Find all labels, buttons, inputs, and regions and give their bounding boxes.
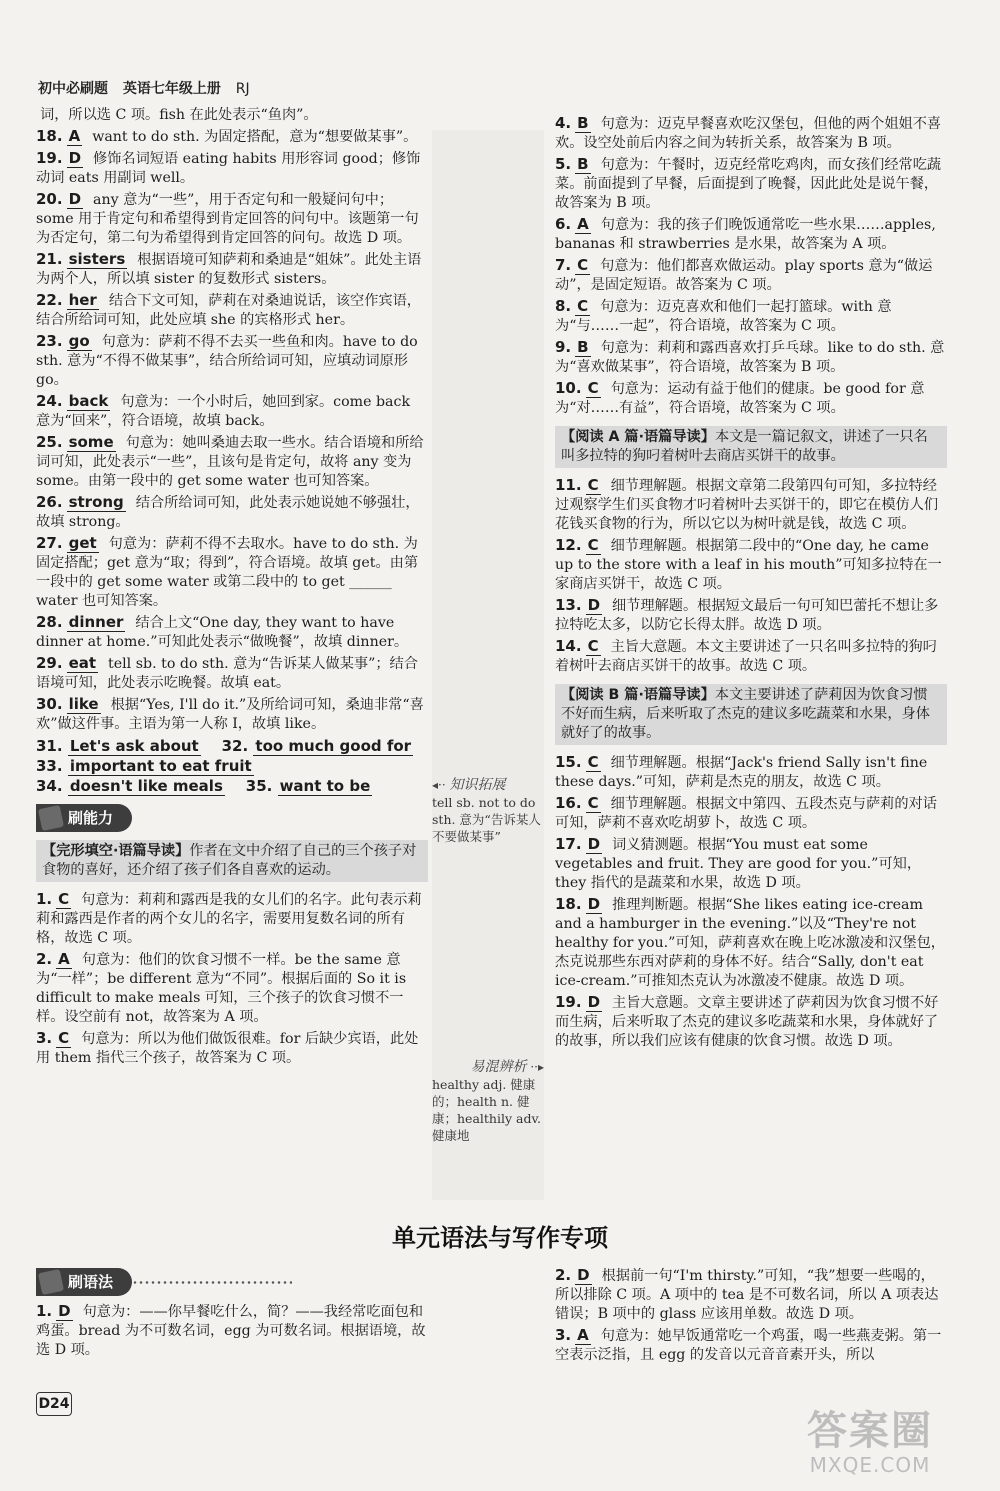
- item-number: 2.: [36, 950, 53, 968]
- item-explanation: 主旨大意题。文章主要讲述了萨莉因为饮食习惯不好而生病，后来听取了杰克的建议多吃蔬菜和水果，身体就好了的故事，所以我们应该有健康的饮食习惯。故选 D 项。: [555, 995, 939, 1049]
- item-answer: C: [58, 1029, 70, 1047]
- answer-item: [36, 613, 428, 652]
- right-column: [555, 114, 947, 1053]
- phrase-number: 33.: [36, 757, 63, 775]
- section-title: 单元语法与写作专项: [392, 1224, 608, 1252]
- item-number: 29.: [36, 654, 63, 672]
- section-tag-ability: [36, 804, 132, 832]
- answer-item: [36, 1029, 428, 1068]
- item-number: 18.: [555, 895, 582, 913]
- item-answer: B: [577, 338, 589, 356]
- item-answer: A: [577, 215, 589, 233]
- answer-list: [555, 753, 947, 1051]
- answer-item: [36, 190, 428, 248]
- item-answer: A: [577, 1326, 589, 1344]
- answer-item: [555, 297, 947, 336]
- watermark-url: MXQE.COM: [809, 1453, 931, 1477]
- left-column: [36, 106, 428, 1070]
- item-number: 19.: [555, 993, 582, 1011]
- phrase-number: 31.: [36, 737, 63, 755]
- answer-item: [555, 379, 947, 418]
- item-answer: D: [68, 149, 82, 167]
- item-answer: D: [587, 895, 601, 913]
- item-answer: C: [577, 297, 589, 315]
- watermark-logo: [770, 1408, 970, 1480]
- item-number: 1.: [36, 890, 53, 908]
- item-number: 10.: [555, 379, 582, 397]
- item-answer: C: [587, 637, 599, 655]
- item-number: 1.: [36, 1302, 53, 1320]
- guide-title: 【阅读 B 篇·语篇导读】: [561, 687, 715, 703]
- item-answer: C: [577, 256, 589, 274]
- item-explanation: 词，所以选 C 项。fish 在此处表示“鱼肉”。: [40, 107, 318, 123]
- item-answer: C: [58, 890, 70, 908]
- answer-item: [36, 433, 428, 491]
- item-answer: D: [587, 835, 601, 853]
- item-explanation: 句意为：一个小时后，她回到家。come back 意为“回来”，符合语境，故填 back。: [36, 394, 411, 429]
- item-number: 17.: [555, 835, 582, 853]
- phrase-row: [36, 776, 428, 796]
- guide-text: 本文主要讲述了萨莉因为饮食习惯不好而生病，后来听取了杰克的建议多吃蔬菜和水果，身体就好了的故事。: [561, 687, 930, 741]
- item-answer: back: [68, 392, 109, 410]
- item-answer: A: [58, 950, 70, 968]
- item-answer: D: [58, 1302, 71, 1320]
- answer-list: [36, 890, 428, 1068]
- item-number: 18.: [36, 127, 63, 145]
- item-explanation: 结合下文可知，萨莉在对桑迪说话，该空作宾语，结合所给词可知，此处应填 she 的宾格形式 her。: [36, 293, 421, 328]
- item-explanation: 句意为：她早饭通常吃一个鸡蛋，喝一些燕麦粥。第一空表示泛指，且 egg 的发音以元音音素开头，所以: [555, 1328, 942, 1363]
- answer-item: [555, 215, 947, 254]
- item-explanation: 修饰名词短语 eating habits 用形容词 good；修饰动词 eats 用副词 well。: [36, 151, 421, 186]
- dotted-rule: [132, 1281, 292, 1284]
- phrase-number: 34.: [36, 777, 63, 795]
- knowledge-note: [432, 776, 544, 845]
- item-answer: some: [68, 433, 114, 451]
- item-explanation: 细节理解题。根据第二段中的“One day, he came up to the store with a leaf in his mouth”可知多拉特在一家商店买饼干，故选 C 项。: [555, 538, 942, 592]
- phrase-answer: doesn't like meals: [69, 777, 223, 795]
- item-explanation: 细节理解题。根据“Jack's friend Sally isn't fine these days.”可知，萨莉是杰克的朋友，故选 C 项。: [555, 755, 928, 790]
- item-answer: D: [587, 993, 601, 1011]
- item-explanation: 根据语境可知萨莉和桑迪是“姐妹”。此处主语为两个人，所以填 sister 的复数形式 sisters。: [36, 252, 422, 287]
- guide-title: 【阅读 A 篇·语篇导读】: [561, 429, 715, 445]
- answer-item: [36, 250, 428, 289]
- watermark-text: 答案圈: [807, 1408, 933, 1454]
- item-explanation: 句意为：我的孩子们晚饭通常吃一些水果……apples, bananas 和 strawberries 是水果，故答案为 A 项。: [555, 217, 936, 252]
- item-explanation: 句意为：莉莉和露西是我的女儿们的名字。此句表示莉莉和露西是作者的两个女儿的名字，需要用复数名词的所有格，故选 C 项。: [36, 892, 422, 946]
- item-number: 11.: [555, 476, 582, 494]
- item-number: 27.: [36, 534, 63, 552]
- answer-item: [555, 155, 947, 213]
- item-number: 25.: [36, 433, 63, 451]
- reading-b-guide-box: [555, 684, 947, 745]
- phrase-answers: [36, 736, 428, 796]
- item-answer: A: [68, 127, 81, 145]
- grammar-column-right: [555, 1266, 947, 1367]
- item-number: 3.: [555, 1326, 572, 1344]
- item-explanation: 句意为：运动有益于他们的健康。be good for 意为“对……有益”，符合语境，故答案为 C 项。: [555, 381, 925, 416]
- item-answer: C: [587, 476, 599, 494]
- item-number: 23.: [36, 332, 63, 350]
- answer-item: [555, 596, 947, 635]
- item-number: 4.: [555, 114, 572, 132]
- book-subject: 英语七年级上册: [122, 81, 221, 97]
- answer-item: [555, 895, 947, 991]
- item-explanation: 句意为：萨莉不得不去买一些鱼和肉。have to do sth. 意为“不得不做某事”，结合所给词可知，应填动词原形 go。: [36, 334, 418, 388]
- reading-a-guide-box: [555, 426, 947, 468]
- margin-notes-strip: [432, 130, 544, 1200]
- item-answer: C: [587, 753, 599, 771]
- item-explanation: 结合上文“One day, they want to have dinner at home.”可知此处表示“做晚餐”，故填 dinner。: [36, 615, 409, 650]
- answer-item: [36, 149, 428, 188]
- item-explanation: 细节理解题。根据文章第二段第四句可知，多拉特经过观察学生们买食物才叼着树叶去买饼干的，即它在模仿人们花钱买食物的行为，所以它以为树叶就是钱，故选 C 项。: [555, 478, 939, 532]
- item-answer: go: [68, 332, 90, 350]
- answer-item: [36, 106, 428, 125]
- answer-item: [555, 1326, 947, 1365]
- item-explanation: 根据前一句“I'm thirsty.”可知，“我”想要一些喝的，所以排除 C 项。A 项中的 tea 是不可数名词，所以 A 项表达错误；B 项中的 glass 应该用单数。故选 D 项。: [555, 1268, 939, 1322]
- item-answer: C: [587, 794, 599, 812]
- item-answer: sisters: [68, 250, 126, 268]
- page-number: D24: [36, 1392, 72, 1416]
- book-icon: [38, 805, 64, 831]
- answer-item: [36, 534, 428, 611]
- answer-list: [555, 114, 947, 418]
- answer-item: [555, 536, 947, 594]
- item-number: 20.: [36, 190, 63, 208]
- note-title: 易混辨析: [470, 1059, 527, 1075]
- item-answer: eat: [68, 654, 97, 672]
- answer-list: [36, 106, 428, 734]
- cloze-guide-box: [36, 840, 428, 882]
- tag-label: 刷能力: [68, 809, 114, 827]
- item-number: 13.: [555, 596, 582, 614]
- item-answer: like: [68, 695, 99, 713]
- answer-list: [555, 1266, 947, 1365]
- answer-list: [555, 476, 947, 676]
- answer-item: [555, 993, 947, 1051]
- item-answer: D: [68, 190, 82, 208]
- item-explanation: 主旨大意题。本文主要讲述了一只名叫多拉特的狗叼着树叶去商店买饼干的故事。故选 C 项。: [555, 639, 937, 674]
- item-explanation: 根据“Yes, I'll do it.”及所给词可知，桑迪非常“喜欢”做这件事。主语为第一人称 I，故填 like。: [36, 697, 424, 732]
- phrase-number: 35.: [245, 777, 273, 795]
- answer-item: [36, 1302, 428, 1360]
- item-explanation: 句意为：萨莉不得不去取水。have to do sth. 为固定搭配；get 意为“取；得到”，符合语境。故填 get。由第一段中的 get some water 或第二段中的 to get ______ water 也可知答案。: [36, 536, 419, 609]
- section-tag-grammar: [36, 1268, 132, 1296]
- item-explanation: 句意为：午餐时，迈克经常吃鸡肉，而女孩们经常吃蔬菜。前面提到了早餐，后面提到了晚餐，因此此处是说午餐，故答案为 B 项。: [555, 157, 942, 211]
- answer-item: [555, 637, 947, 676]
- answer-item: [555, 114, 947, 153]
- item-explanation: 句意为：她叫桑迪去取一些水。结合语境和所给词可知，此处表示“一些”，且该句是肯定句，故将 any 变为 some。由第一段中的 get some water 也可知答案。: [36, 435, 424, 489]
- item-number: 19.: [36, 149, 63, 167]
- guide-text: 本文是一篇记叙文，讲述了一只名叫多拉特的狗叼着树叶去商店买饼干的故事。: [561, 429, 928, 464]
- item-number: 14.: [555, 637, 582, 655]
- item-number: 9.: [555, 338, 572, 356]
- item-number: 8.: [555, 297, 572, 315]
- arrow-left-icon: ◂··: [432, 778, 450, 792]
- item-answer: get: [68, 534, 97, 552]
- item-number: 2.: [555, 1266, 572, 1284]
- item-number: 26.: [36, 493, 63, 511]
- phrase-answer: Let's ask about: [69, 737, 199, 755]
- item-answer: B: [577, 114, 589, 132]
- item-number: 6.: [555, 215, 572, 233]
- item-explanation: 结合所给词可知，此处表示她说她不够强壮，故填 strong。: [36, 495, 420, 530]
- answer-item: [36, 493, 428, 532]
- arrow-right-icon: ··▸: [526, 1060, 544, 1074]
- guide-text: 作者在文中介绍了自己的三个孩子对食物的喜好，还介绍了孩子们各自喜欢的运动。: [42, 843, 417, 878]
- answer-item: [36, 695, 428, 734]
- item-answer: C: [587, 536, 599, 554]
- answer-item: [36, 127, 428, 147]
- answer-item: [555, 476, 947, 534]
- item-answer: B: [577, 155, 589, 173]
- item-answer: her: [68, 291, 97, 309]
- note-title: 知识拓展: [449, 777, 506, 793]
- item-explanation: tell sb. to do sth. 意为“告诉某人做某事”；结合语境可知，此处表示吃晚餐。故填 eat。: [36, 656, 418, 691]
- item-number: 15.: [555, 753, 582, 771]
- item-explanation: 句意为：他们的饮食习惯不一样。be the same 意为“一样”；be different 意为“不同”。根据后面的 So it is difficult to make meals 可知，三个孩子的饮食习惯不一样。设空前有 not，故答案为 A 项。: [36, 952, 407, 1025]
- series-name: 初中必刷题: [38, 81, 108, 97]
- answer-item: [36, 890, 428, 948]
- item-explanation: 细节理解题。根据短文最后一句可知巴蕾托不想让多拉特吃太多，以防它长得太胖。故选 D 项。: [555, 598, 939, 633]
- item-number: 30.: [36, 695, 63, 713]
- item-answer: C: [587, 379, 599, 397]
- answer-item: [36, 291, 428, 330]
- item-answer: D: [587, 596, 601, 614]
- phrase-answer: too much good for: [255, 737, 412, 755]
- item-number: 21.: [36, 250, 63, 268]
- answer-item: [555, 338, 947, 377]
- item-answer: strong: [68, 493, 124, 511]
- item-number: 22.: [36, 291, 63, 309]
- phrase-row: [36, 736, 428, 756]
- item-answer: D: [577, 1266, 590, 1284]
- page-header: [38, 78, 260, 98]
- item-explanation: 推理判断题。根据“She likes eating ice-cream and a hamburger in the evening.”以及“They're not healthy for you.”可知，萨莉喜欢在晚上吃冰激凌和汉堡包，杰克说那些东西对萨莉的身体不好。结合“Sally, don't eat ice-cream.”可推知杰克认为冰激凌不健康。故选 D 项。: [555, 897, 945, 989]
- item-number: 28.: [36, 613, 63, 631]
- answer-item: [36, 654, 428, 693]
- answer-item: [555, 794, 947, 833]
- item-number: 5.: [555, 155, 572, 173]
- phrase-row: [36, 756, 428, 776]
- note-text: tell sb. not to do sth. 意为“告诉某人不要做某事”: [432, 795, 541, 844]
- item-number: 7.: [555, 256, 572, 274]
- item-explanation: 句意为：莉莉和露西喜欢打乒乓球。like to do sth. 意为“喜欢做某事”，符合语境，故答案为 B 项。: [555, 340, 945, 375]
- item-explanation: any 意为“一些”，用于否定句和一般疑问句中；some 用于肯定句和希望得到肯定回答的问句中。该题第一句为否定句，第二句为希望得到肯定回答的问句。故选 D 项。: [36, 192, 419, 246]
- item-number: 16.: [555, 794, 582, 812]
- answer-item: [555, 1266, 947, 1324]
- item-explanation: 句意为：——你早餐吃什么，简？——我经常吃面包和鸡蛋。bread 为不可数名词，egg 为可数名词。根据语境，故选 D 项。: [36, 1304, 426, 1358]
- answer-item: [36, 332, 428, 390]
- item-explanation: 细节理解题。根据文中第四、五段杰克与萨莉的对话可知，萨莉不喜欢吃胡萝卜，故选 C 项。: [555, 796, 937, 831]
- answer-item: [36, 950, 428, 1027]
- item-explanation: 句意为：他们都喜欢做运动。play sports 意为“做运动”，是固定短语。故答案为 C 项。: [555, 258, 933, 293]
- answer-list: [36, 1302, 428, 1360]
- answer-item: [36, 392, 428, 431]
- grammar-column-left: [36, 1268, 428, 1362]
- item-explanation: 句意为：所以为他们做饭很难。for 后缺少宾语，此处用 them 指代三个孩子，故答案为 C 项。: [36, 1031, 419, 1066]
- item-explanation: 句意为：迈克早餐喜欢吃汉堡包，但他的两个姐姐不喜欢。设空处前后内容之间为转折关系，故答案为 B 项。: [555, 116, 942, 151]
- guide-title: 【完形填空·语篇导读】: [42, 843, 190, 859]
- phrase-answer: want to be: [279, 777, 371, 795]
- phrase-number: 32.: [221, 737, 249, 755]
- phrase-answer: important to eat fruit: [69, 757, 252, 775]
- item-answer: dinner: [68, 613, 124, 631]
- answer-item: [555, 256, 947, 295]
- confusion-note: [432, 1058, 544, 1144]
- answer-item: [555, 753, 947, 792]
- item-explanation: 句意为：迈克喜欢和他们一起打篮球。with 意为“与……一起”，符合语境，故答案为 C 项。: [555, 299, 892, 334]
- item-number: 12.: [555, 536, 582, 554]
- book-icon: [38, 1269, 64, 1295]
- answer-item: [555, 835, 947, 893]
- item-explanation: want to do sth. 为固定搭配，意为“想要做某事”。: [92, 129, 418, 145]
- item-number: 24.: [36, 392, 63, 410]
- item-number: 3.: [36, 1029, 53, 1047]
- note-text: healthy adj. 健康的；health n. 健康；healthily adv. 健康地: [432, 1077, 542, 1143]
- edition-label: RJ: [235, 81, 250, 97]
- item-explanation: 词义猜测题。根据“You must eat some vegetables and fruit. They are good for you.”可知，they 指代的是蔬菜和水果，故选 D 项。: [555, 837, 922, 891]
- tag-label: 刷语法: [68, 1273, 114, 1291]
